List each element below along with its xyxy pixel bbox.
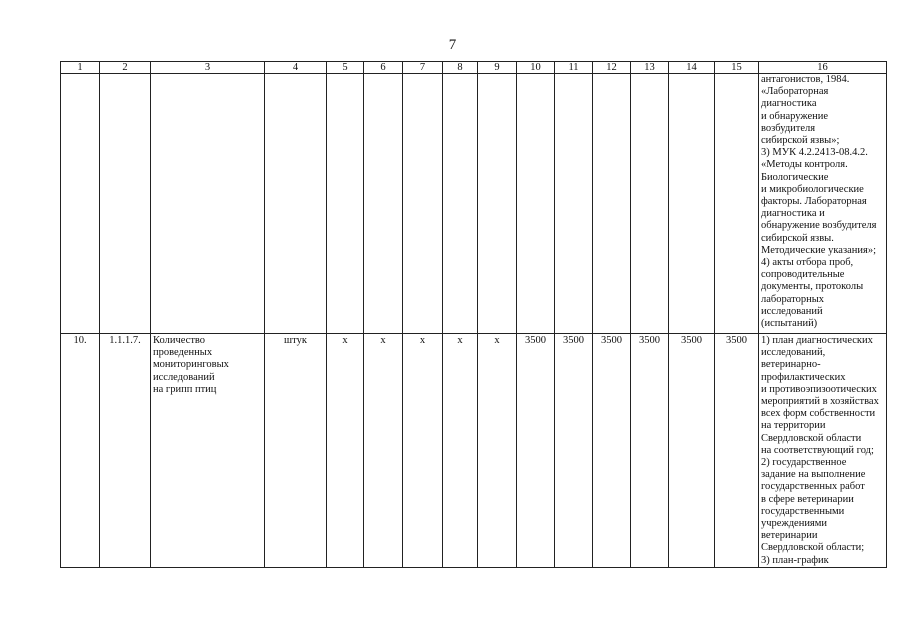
value-cell: 3500 — [631, 334, 669, 568]
indicator-table — [60, 61, 887, 568]
value-cell: 3500 — [669, 334, 715, 568]
table-cell — [593, 74, 631, 334]
table-cell — [478, 74, 517, 334]
value-cell: x — [327, 334, 364, 568]
value-cell: x — [478, 334, 517, 568]
header-cell: 5 — [327, 62, 364, 74]
source-documents-cell: антагонистов, 1984. «Лабораторная диагностика и обнаружение возбудителя сибирской язвы»; 3) МУК 4.2.2413-08.4.2. «Методы контроля. Биологические и микробиологические факторы. Лабораторная диагностика и обнаружение возбудителя сибирской язвы. Методические указания»; 4) акты отбора проб, сопроводительные документы, протоколы лабораторных исследований (испытаний) — [759, 74, 887, 334]
header-cell: 9 — [478, 62, 517, 74]
header-cell: 6 — [364, 62, 403, 74]
unit-cell: штук — [265, 334, 327, 568]
table-cell — [403, 74, 443, 334]
table-cell — [715, 74, 759, 334]
value-cell: x — [403, 334, 443, 568]
row-number-cell: 10. — [61, 334, 100, 568]
header-cell: 15 — [715, 62, 759, 74]
table-cell — [443, 74, 478, 334]
header-cell: 11 — [555, 62, 593, 74]
header-cell: 13 — [631, 62, 669, 74]
value-cell: 3500 — [593, 334, 631, 568]
table-cell — [265, 74, 327, 334]
header-cell: 7 — [403, 62, 443, 74]
table-cell — [555, 74, 593, 334]
table-cell — [100, 74, 151, 334]
header-cell: 16 — [759, 62, 887, 74]
page-number: 7 — [448, 37, 457, 53]
header-cell: 14 — [669, 62, 715, 74]
table-cell — [61, 74, 100, 334]
header-cell: 1 — [61, 62, 100, 74]
table-cell — [669, 74, 715, 334]
table-cell — [631, 74, 669, 334]
header-cell: 4 — [265, 62, 327, 74]
table-header-row — [61, 62, 887, 74]
value-cell: x — [443, 334, 478, 568]
table-cell — [517, 74, 555, 334]
indicator-name-cell: Количество проведенных мониторинговых исследований на грипп птиц — [151, 334, 265, 568]
table-cell — [327, 74, 364, 334]
value-cell: x — [364, 334, 403, 568]
value-cell: 3500 — [517, 334, 555, 568]
indicator-code-cell: 1.1.1.7. — [100, 334, 151, 568]
value-cell: 3500 — [555, 334, 593, 568]
header-cell: 8 — [443, 62, 478, 74]
header-cell: 12 — [593, 62, 631, 74]
header-cell: 10 — [517, 62, 555, 74]
header-cell: 3 — [151, 62, 265, 74]
table-row — [61, 74, 887, 334]
source-documents-cell: 1) план диагностических исследований, ветеринарно- профилактических и противоэпизоотических мероприятий в хозяйствах всех форм собственности на территории Свердловской области на соответствующий год; 2) государственное задание на выполнение государственных работ в сфере ветеринарии государственными учреждениями ветеринарии Свердловской области; 3) план-график — [759, 334, 887, 568]
value-cell: 3500 — [715, 334, 759, 568]
table-row — [61, 334, 887, 568]
table-cell — [151, 74, 265, 334]
header-cell: 2 — [100, 62, 151, 74]
table-cell — [364, 74, 403, 334]
